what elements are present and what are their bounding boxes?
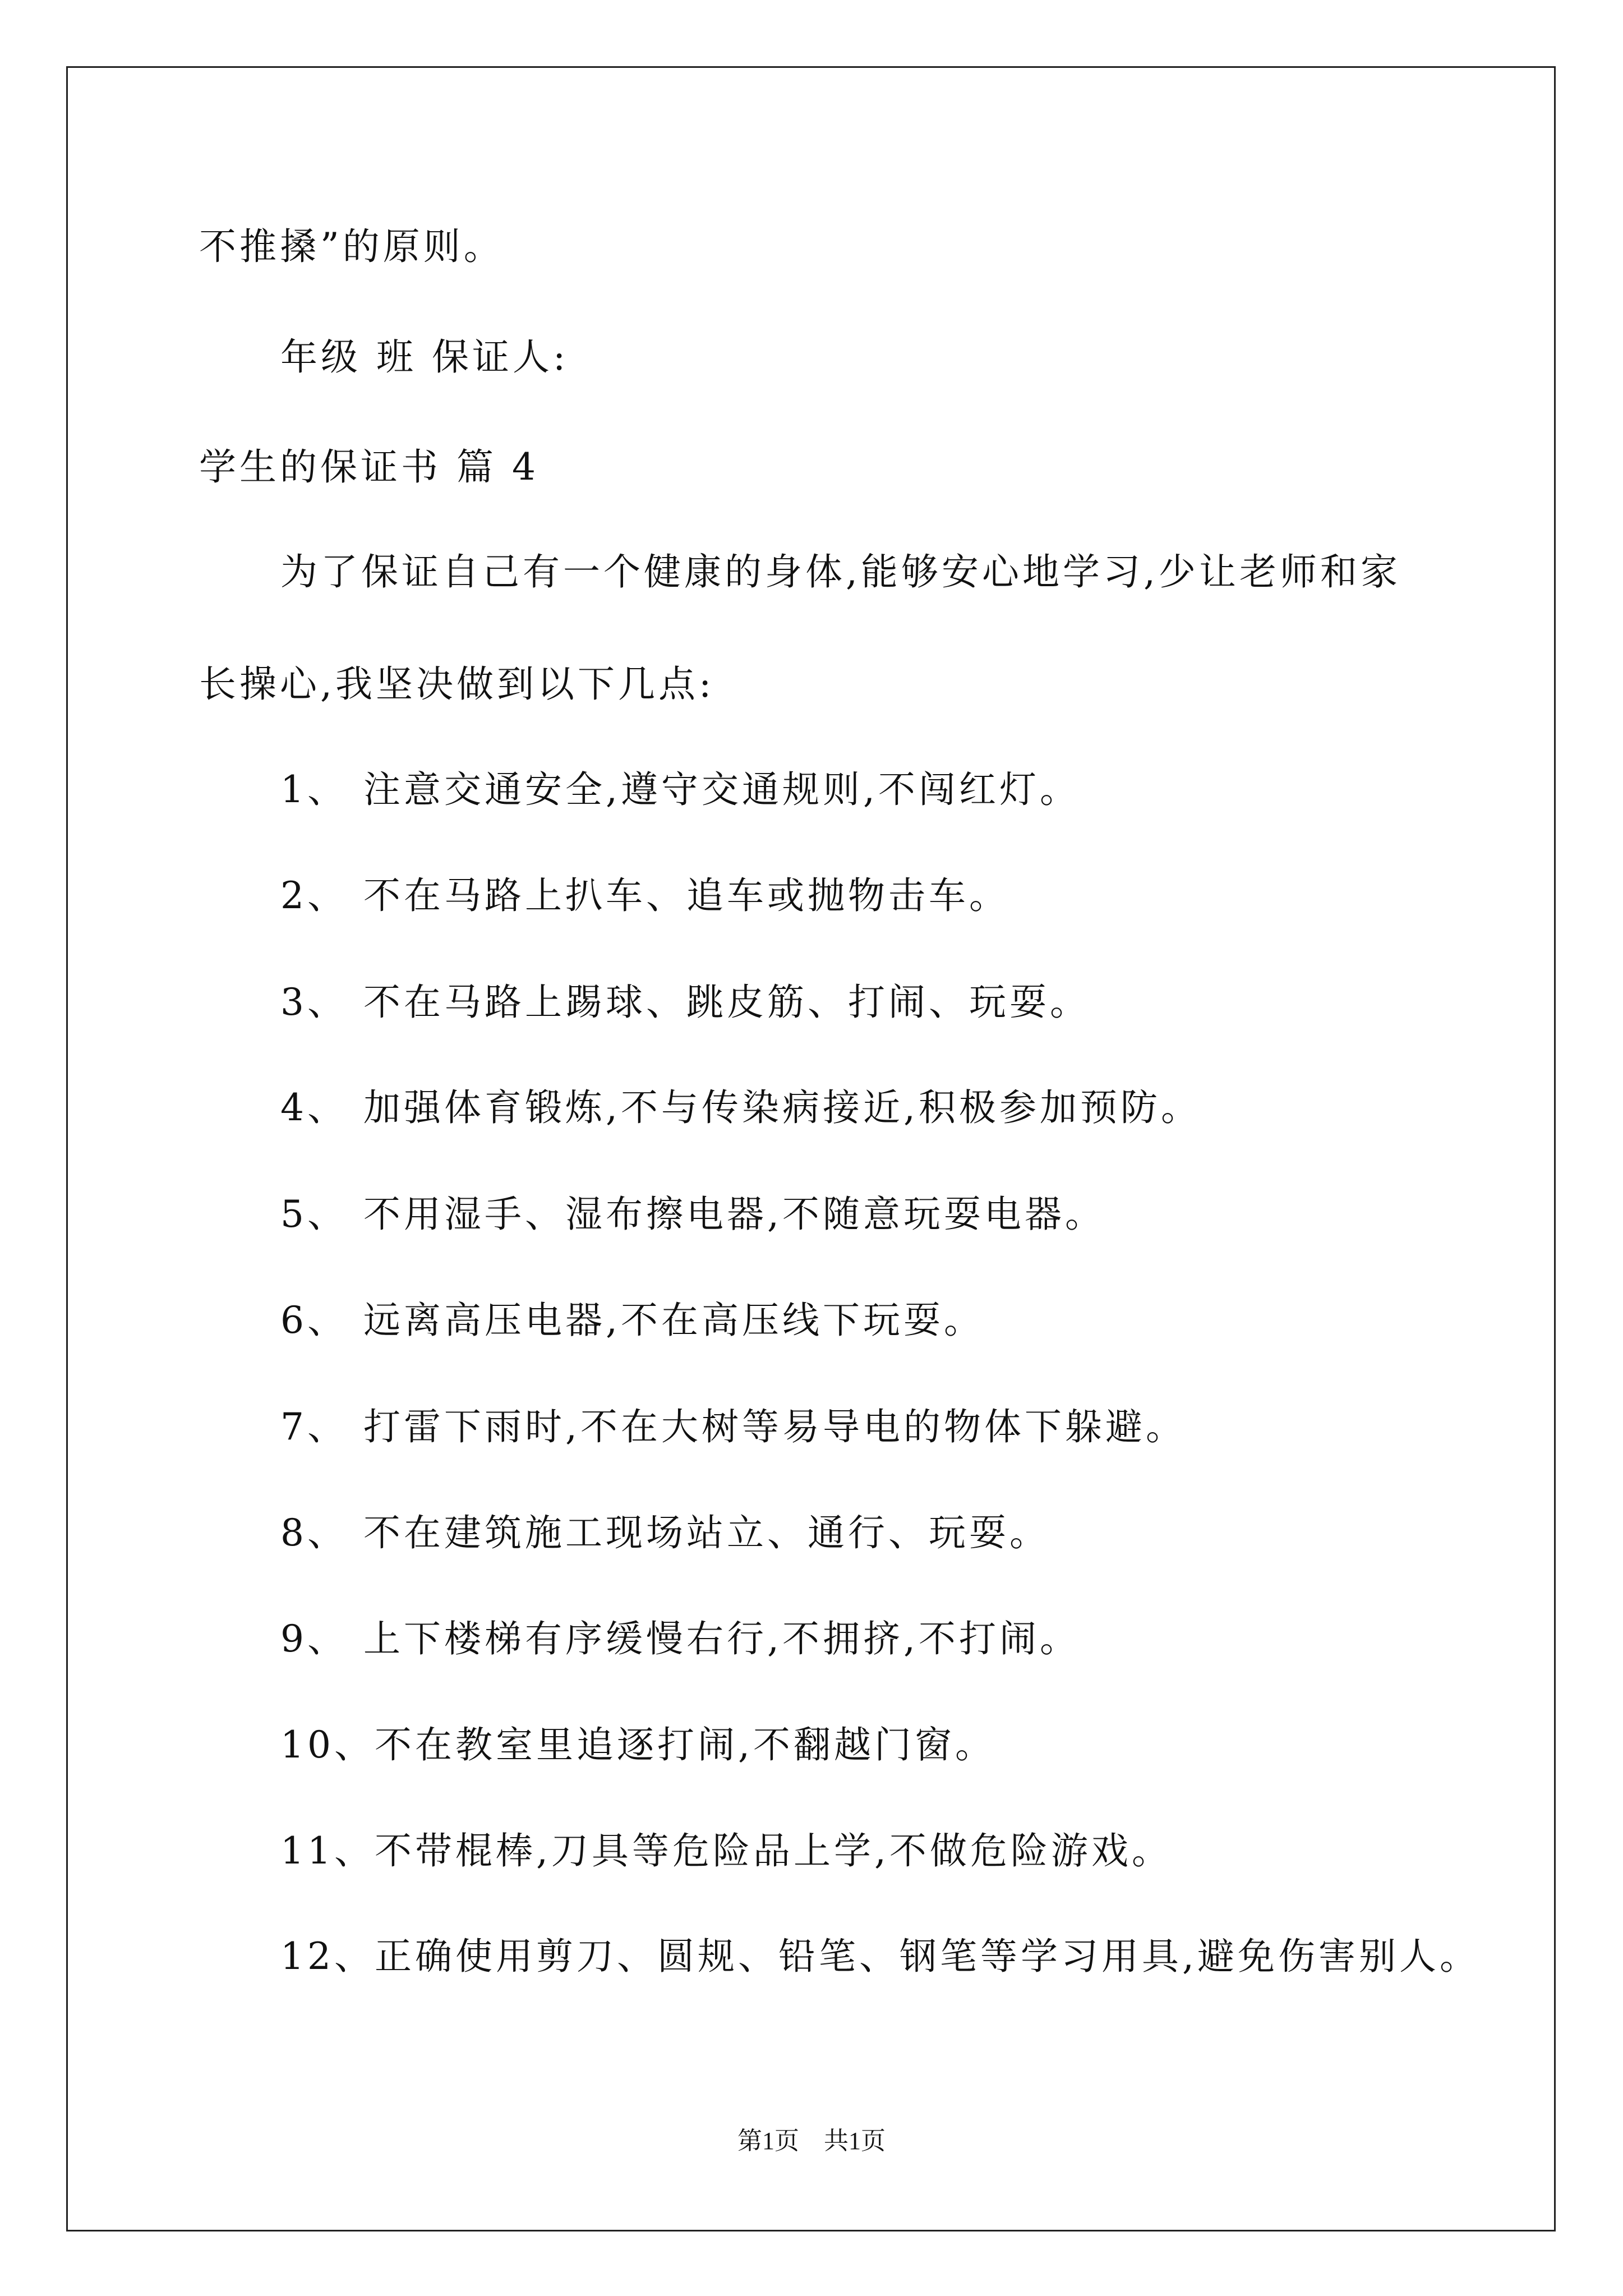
- list-item-number: 2、: [280, 874, 348, 917]
- paragraph-line-1: 为了保证自己有一个健康的身体,能够安心地学习,少让老师和家: [280, 550, 1401, 593]
- list-item-text: 不在马路上扒车、追车或抛物击车。: [363, 874, 1009, 917]
- list-item-text: 不用湿手、湿布擦电器,不随意玩耍电器。: [363, 1193, 1105, 1236]
- paragraph-line-2: 长操心,我坚决做到以下几点:: [199, 662, 715, 706]
- list-item: [280, 1405, 1186, 1450]
- list-item: [280, 1723, 995, 1768]
- list-item-number: 10、: [280, 1723, 375, 1766]
- list-item-text: 上下楼梯有序缓慢右行,不拥挤,不打闹。: [363, 1617, 1080, 1660]
- list-item: [280, 767, 1080, 812]
- list-item-text: 不在教室里追逐打闹,不翻越门窗。: [374, 1723, 995, 1766]
- list-item-number: 1、: [280, 768, 348, 811]
- list-item-number: 5、: [280, 1193, 348, 1236]
- list-item-text: 不在马路上踢球、跳皮筋、打闹、玩耍。: [363, 981, 1090, 1024]
- list-item-number: 9、: [280, 1617, 348, 1660]
- list-item-text: 不带棍棒,刀具等危险品上学,不做危险游戏。: [374, 1829, 1172, 1872]
- list-item: [280, 1085, 1201, 1130]
- list-item: [280, 1511, 1050, 1556]
- list-item: [280, 1192, 1105, 1237]
- text-line-1: 不推搡”的原则。: [199, 225, 504, 268]
- list-item-number: 11、: [280, 1829, 375, 1872]
- page-border: [66, 66, 1556, 2231]
- list-item: [280, 980, 1090, 1025]
- list-item-number: 8、: [280, 1511, 348, 1554]
- list-item: [280, 873, 1009, 918]
- list-item-text: 不在建筑施工现场站立、通行、玩耍。: [363, 1511, 1050, 1554]
- list-item-text: 注意交通安全,遵守交通规则,不闯红灯。: [363, 768, 1080, 811]
- list-item-text: 正确使用剪刀、圆规、铅笔、钢笔等学习用具,避免伤害别人。: [374, 1935, 1480, 1978]
- list-item-text: 加强体育锻炼,不与传染病接近,积极参加预防。: [363, 1086, 1201, 1129]
- list-item: [280, 1617, 1080, 1662]
- list-item-number: 3、: [280, 981, 348, 1024]
- section-heading: 学生的保证书 篇 4: [199, 445, 539, 489]
- list-item-number: 12、: [280, 1935, 375, 1978]
- list-item: [280, 1829, 1172, 1874]
- list-item-number: 4、: [280, 1086, 348, 1129]
- list-item-number: 7、: [280, 1405, 348, 1448]
- list-item-text: 远离高压电器,不在高压线下玩耍。: [363, 1299, 984, 1342]
- list-item-text: 打雷下雨时,不在大树等易导电的物体下躲避。: [363, 1405, 1186, 1448]
- text-line-2: 年级 班 保证人:: [280, 335, 569, 379]
- list-item: [280, 1934, 1480, 1979]
- list-item: [280, 1298, 984, 1343]
- page-footer: 第1页 共1页: [737, 2127, 886, 2155]
- list-item-number: 6、: [280, 1299, 348, 1342]
